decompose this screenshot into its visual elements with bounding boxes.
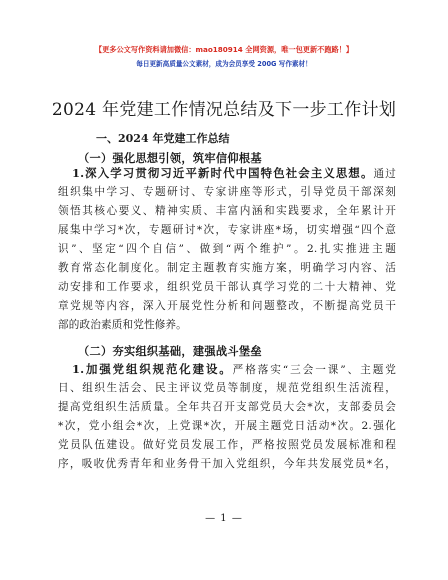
subsection-heading-2: （二）夯实组织基础，建强战斗堡垒 [78, 344, 262, 358]
paragraph-1-line-5: 识”、坚定“四个自信”、做到“两个维护”。2.扎实推进主题 [58, 243, 396, 255]
paragraph-2-line-6: 序，吸收优秀青年和业务骨干加入党组织，今年共发展党员*名， [58, 458, 396, 470]
paragraph-2-line-4: *次，党小组会*次，上党课*次，开展主题党日活动*次。2.强化 [58, 420, 396, 432]
paragraph-1-line-9: 部的政治素质和党性修养。 [58, 319, 187, 331]
paragraph-2-line-1 [72, 362, 396, 377]
promo-banner-line1: 【更多公文写作资料请加微信：mao180914 全网资源，唯一包更新不跑路！】 [94, 45, 354, 54]
paragraph-2-lead: 1.加强党组织规范化建设。 [72, 362, 233, 376]
paragraph-2-line-1-tail: 严格落实“三会一课”、主题党 [232, 364, 396, 376]
paragraph-1-line-4: 展集中学习*次，专题研讨*次，专家讲座*场，切实增强“四个意 [58, 224, 396, 236]
paragraph-2-line-5: 党员队伍建设。做好党员发展工作，严格按照党员发展标准和程 [58, 439, 396, 451]
paragraph-1-lead: 1.深入学习贯彻习近平新时代中国特色社会主义思想。 [72, 166, 374, 180]
paragraph-2-line-3: 提高党组织生活质量。全年共召开支部党员大会*次，支部委员会 [58, 401, 396, 413]
paragraph-2-line-2: 日、组织生活会、民主评议党员等制度，规范党组织生活流程， [58, 382, 396, 394]
paragraph-1-line-2: 组织集中学习、专题研讨、专家讲座等形式，引导党员干部深刻 [58, 186, 396, 198]
paragraph-1-line-7: 动安排和工作要求，组织党员干部认真学习党的二十大精神、党 [58, 281, 396, 293]
paragraph-1-line-1-tail: 通过 [373, 168, 396, 180]
paragraph-1-line-1 [72, 166, 396, 181]
paragraph-1-line-6: 教育常态化制度化。制定主题教育实施方案，明确学习内容、活 [58, 262, 396, 274]
page-number: — 1 — [205, 513, 243, 524]
paragraph-1-line-3: 领悟其核心要义、精神实质、丰富内涵和实践要求，全年累计开 [58, 205, 396, 217]
promo-banner-line2: 每日更新高质量公文素材，成为会员享受 200G 写作素材！ [136, 60, 312, 68]
subsection-heading-1: （一）强化思想引领，筑牢信仰根基 [78, 151, 262, 165]
section-heading-1: 一、2024 年党建工作总结 [96, 132, 230, 145]
paragraph-1-line-8: 章党规等内容，深入开展党性分析和问题整改，不断提高党员干 [58, 300, 396, 312]
document-title: 2024 年党建工作情况总结及下一步工作计划 [51, 100, 397, 120]
